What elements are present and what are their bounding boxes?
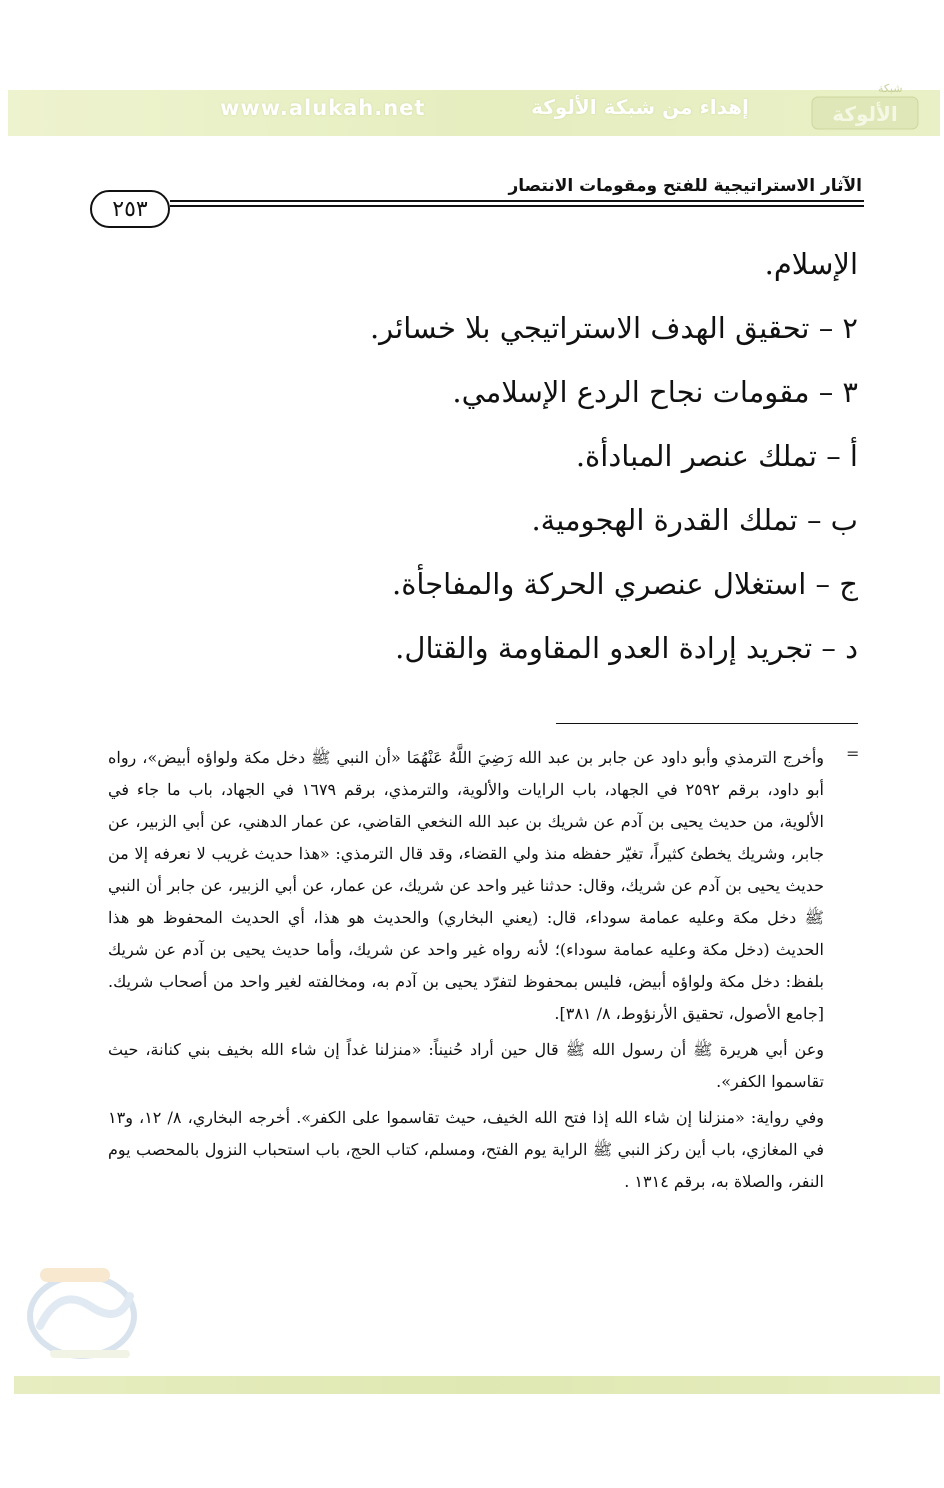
body-line: د – تجريد إرادة العدو المقاومة والقتال. [395, 631, 858, 665]
watermark-icon [20, 1256, 144, 1368]
footnotes [108, 742, 824, 1202]
body-line: ج – استغلال عنصري الحركة والمفاجأة. [392, 567, 858, 601]
running-title: الآثار الاستراتيجية للفتح ومقومات الانتصار [508, 176, 862, 196]
footnote-paragraph: وعن أبي هريرة ﷺ أن رسول الله ﷺ قال حين أراد حُنيناً: «منزلنا غداً إن شاء الله بخيف بني كنانة، حيث تقاسموا الكفر». [108, 1040, 824, 1091]
footnote-paragraph: وأخرج الترمذي وأبو داود عن جابر بن عبد الله رَضِيَ اللَّهُ عَنْهُمَا «أن النبي ﷺ دخل مكة ولواؤه أبيض»، رواه أبو داود، برقم ٢٥٩٢ في الجهاد، باب الرايات والألوية، والترمذي، برقم ١٦٧٩ في الجهاد، باب ما جاء في الألوية، من حديث يحيى بن آدم عن شريك بن عبد الله النخعي القاضي، عن عمار الدهني، عن أبي الزبير، عن جابر، وشريك يخطئ كثيراً، تغيّر حفظه منذ ولي القضاء، وقد قال الترمذي: «هذا حديث غريب لا نعرفه إلا من حديث يحيى بن آدم عن شريك، وقال: حدثنا غير واحد عن شريك، عن عمار، عن أبي الزبير، عن جابر أن النبي ﷺ دخل مكة وعليه عمامة سوداء، قال: (يعني البخاري) والحديث هو هذا، أي الحديث المحفوظ هو هذا الحديث (دخل مكة وعليه عمامة سوداء)؛ لأنه رواه غير واحد عن شريك، وأما حديث يحيى بن آدم عن شريك بلفظ: دخل مكة ولواؤه أبيض، فليس بمحفوظ لتفرّد يحيى بن آدم به، ومخالفته لغير واحد من أصحاب شريك. [جامع الأصول، تحقيق الأرنؤوط، ٨/ ٣٨١]. [108, 748, 825, 1023]
body-line: ٣ – مقومات نجاح الردع الإسلامي. [452, 375, 858, 409]
footnote-continuation-marker: = [846, 744, 860, 763]
watermark-stamp [20, 1256, 144, 1368]
alukah-logo [806, 90, 924, 136]
body-line: الإسلام. [764, 247, 858, 281]
banner-gift-text: إهداء من شبكة الألوكة [531, 95, 749, 119]
logo-icon [810, 93, 920, 133]
footnote-separator [556, 723, 858, 724]
top-banner [8, 90, 940, 136]
page-number-badge: ٢٥٣ [90, 190, 170, 228]
main-text [98, 232, 858, 680]
body-line: ب – تملك القدرة الهجومية. [531, 503, 858, 537]
logo-text: الألوكة [832, 102, 898, 126]
logo-site-label: شبكة [878, 82, 903, 95]
bottom-band [14, 1376, 940, 1394]
header-rule [170, 200, 864, 207]
banner-url[interactable]: www.alukah.net [220, 96, 426, 120]
body-line: أ – تملك عنصر المبادأة. [575, 439, 858, 473]
body-line: ٢ – تحقيق الهدف الاستراتيجي بلا خسائر. [369, 311, 858, 345]
footnote-paragraph: وفي رواية: «منزلنا إن شاء الله إذا فتح الله الخيف، حيث تقاسموا على الكفر». أخرجه البخاري، ٨/ ١٢، و١٣ في المغازي، باب أين ركز النبي ﷺ الراية يوم الفتح، ومسلم، كتاب الحج، باب استحباب النزول بالمحصب يوم النفر، والصلاة به، برقم ١٣١٤ . [108, 1108, 824, 1191]
